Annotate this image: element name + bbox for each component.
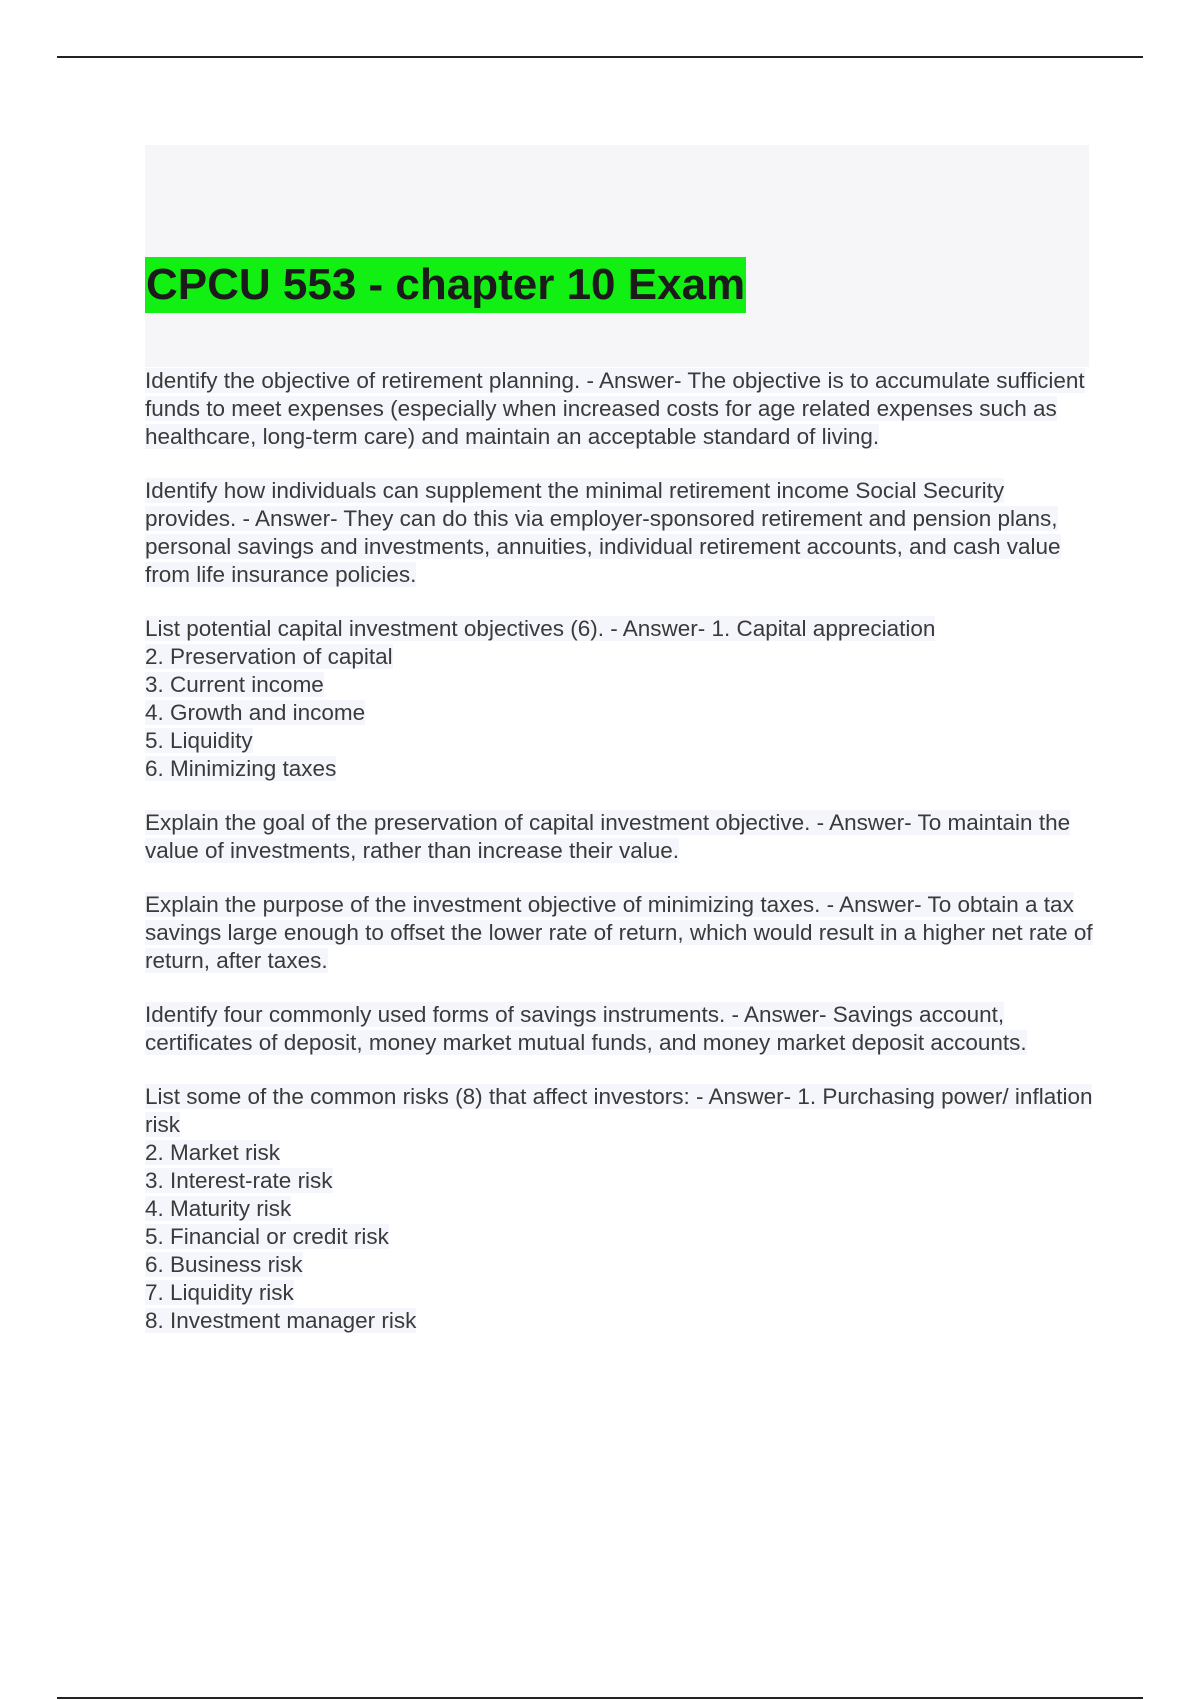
bottom-rule xyxy=(57,1697,1143,1699)
list-item: 5. Financial or credit risk xyxy=(145,1224,389,1249)
qa-list xyxy=(145,367,1095,1361)
list-item: 4. Growth and income xyxy=(145,700,366,725)
qa-text: List some of the common risks (8) that affect investors: - Answer- 1. Purchasing power/ inflation risk xyxy=(145,1084,1093,1137)
list-item: 4. Maturity risk xyxy=(145,1196,292,1221)
qa-item xyxy=(145,367,1095,451)
list-item: 3. Current income xyxy=(145,672,324,697)
qa-text: List potential capital investment objectives (6). - Answer- 1. Capital appreciation xyxy=(145,616,936,641)
qa-text: Explain the goal of the preservation of capital investment objective. - Answer- To maintain the value of investments, rather than increase their value. xyxy=(145,810,1071,863)
list-item: 6. Minimizing taxes xyxy=(145,756,337,781)
list-item: 2. Preservation of capital xyxy=(145,644,393,669)
title-block xyxy=(145,145,1089,367)
list-item: 3. Interest-rate risk xyxy=(145,1168,333,1193)
qa-item xyxy=(145,1001,1095,1057)
list-item: 5. Liquidity xyxy=(145,728,253,753)
page-title: CPCU 553 - chapter 10 Exam xyxy=(145,257,746,313)
top-rule xyxy=(57,56,1143,58)
qa-item xyxy=(145,615,1095,783)
qa-item xyxy=(145,477,1095,589)
qa-item xyxy=(145,809,1095,865)
qa-text: Identify how individuals can supplement the minimal retirement income Social Security provides. - Answer- They can do this via employer-sponsored retirement and pension plans, personal savings and investments, annuities, individual retirement accounts, and cash value from life insurance policies. xyxy=(145,478,1061,587)
list-item: 8. Investment manager risk xyxy=(145,1308,417,1333)
qa-item xyxy=(145,891,1095,975)
qa-text: Identify four commonly used forms of savings instruments. - Answer- Savings account, certificates of deposit, money market mutual funds, and money market deposit accounts. xyxy=(145,1002,1027,1055)
list-item: 7. Liquidity risk xyxy=(145,1280,294,1305)
list-item: 2. Market risk xyxy=(145,1140,281,1165)
list-item: 6. Business risk xyxy=(145,1252,303,1277)
qa-text: Explain the purpose of the investment objective of minimizing taxes. - Answer- To obtain a tax savings large enough to offset the lower rate of return, which would result in a higher net rate of return, after taxes. xyxy=(145,892,1093,973)
qa-text: Identify the objective of retirement planning. - Answer- The objective is to accumulate sufficient funds to meet expenses (especially when increased costs for age related expenses such as healthcare, long-term care) and maintain an acceptable standard of living. xyxy=(145,368,1085,449)
qa-item xyxy=(145,1083,1095,1335)
